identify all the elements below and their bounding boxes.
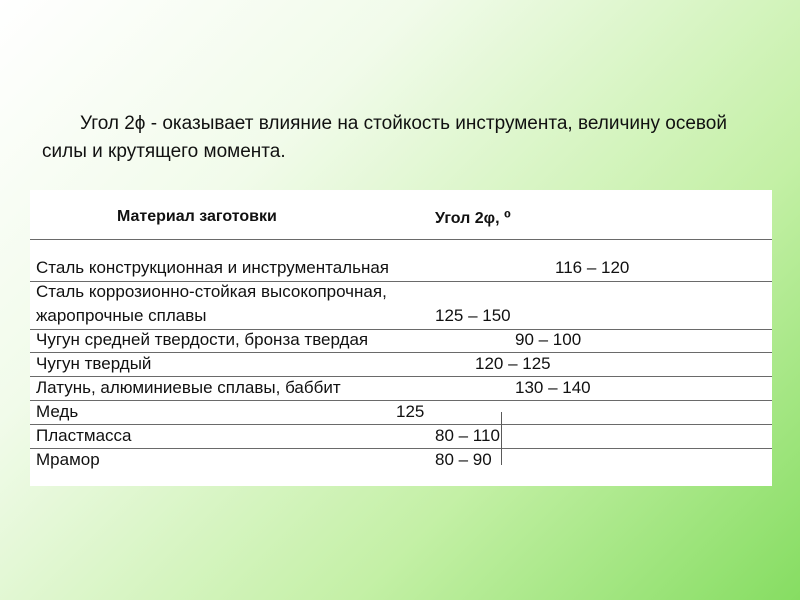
row-divider: [30, 352, 772, 353]
table-row-material: Мрамор: [36, 450, 100, 469]
row-divider: [30, 424, 772, 425]
table-row-angle: 130 – 140: [515, 378, 591, 397]
table-row-angle: 125: [396, 402, 425, 421]
header-angle: Угол 2φ, ⁰: [435, 210, 512, 227]
table-row-material: жаропрочные сплавы: [36, 306, 207, 325]
intro-paragraph: Угол 2ϕ - оказывает влияние на стойкость инструмента, величину осевой силы и крутящего момента.: [42, 113, 727, 162]
materials-table: [30, 190, 772, 486]
table-row-angle: 125 – 150: [435, 306, 511, 325]
table-row-material: Пластмасса: [36, 426, 132, 445]
table-row-angle: 80 – 110: [435, 426, 500, 445]
table-row-material: Сталь конструкционная и инструментальная: [36, 258, 389, 277]
table-row-material: Чугун твердый: [36, 354, 152, 373]
table-row-material: Латунь, алюминиевые сплавы, баббит: [36, 378, 341, 397]
table-row-angle: 116 – 120: [555, 258, 630, 277]
row-divider: [30, 448, 772, 449]
row-divider: [30, 239, 772, 240]
table-row-material: Чугун средней твердости, бронза твердая: [36, 330, 369, 349]
table-row-material: Медь: [36, 402, 79, 421]
header-material: Материал заготовки: [117, 208, 277, 225]
row-divider: [30, 400, 772, 401]
column-divider: [501, 412, 502, 465]
table-row-angle: 120 – 125: [475, 354, 551, 373]
table-row-angle: 80 – 90: [435, 450, 492, 469]
table-row-material: Сталь коррозионно-стойкая высокопрочная,: [36, 282, 387, 301]
row-divider: [30, 376, 772, 377]
table-row-angle: 90 – 100: [515, 330, 582, 349]
